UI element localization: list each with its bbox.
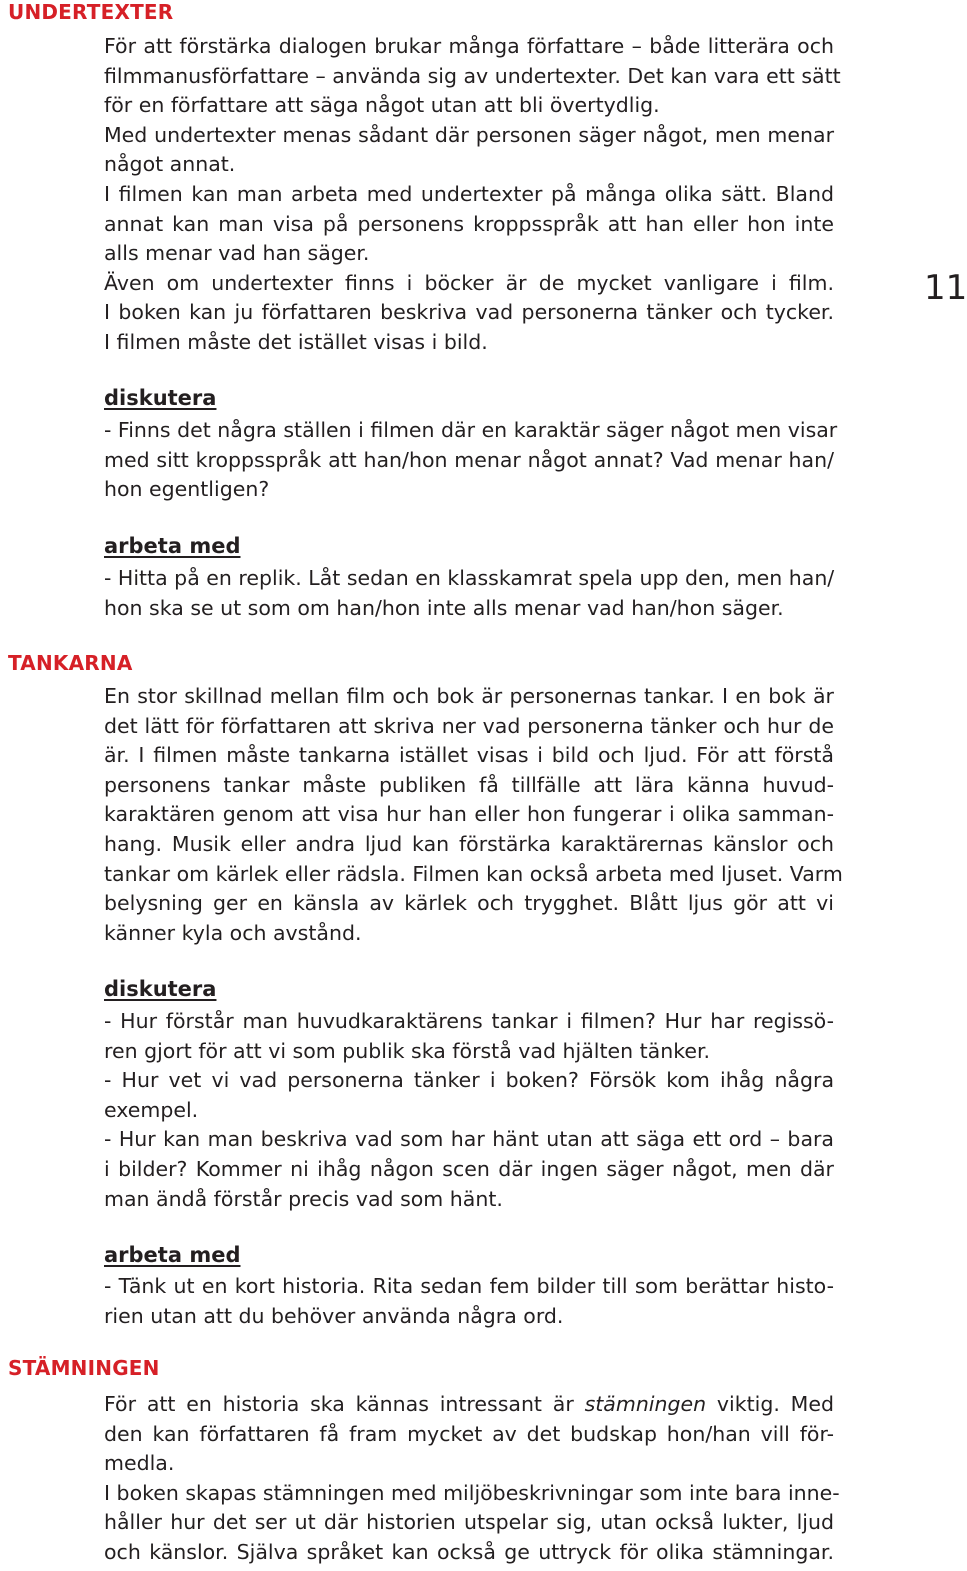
- text-line: annat kan man visa på personens kroppsspråk att han eller hon inte: [104, 211, 834, 236]
- text-line: håller hur det ser ut där historien utspelar sig, utan också lukter, ljud: [104, 1510, 834, 1535]
- text-line: I filmen kan man arbeta med undertexter på många olika sätt. Bland: [104, 181, 834, 206]
- tankarna-diskutera: [104, 1007, 834, 1214]
- text-line: tankar om kärlek eller rädsla. Filmen kan också arbeta med ljuset. Varm: [104, 861, 843, 886]
- emphasized-word: stämningen: [584, 1392, 707, 1416]
- diskutera-label: diskutera: [104, 977, 217, 1001]
- tankarna-arbeta-med: [104, 1272, 834, 1331]
- text-line: - Finns det några ställen i filmen där en karaktär säger något men visar: [104, 418, 838, 442]
- section-heading-tankarna: TANKARNA: [8, 651, 133, 675]
- text-line: I boken kan ju författaren beskriva vad personerna tänker och tycker.: [104, 300, 834, 325]
- text-fragment: För att en historia ska kännas intressant är: [104, 1392, 574, 1416]
- text-line: belysning ger en känsla av kärlek och trygghet. Blått ljus gör att vi: [104, 891, 834, 916]
- text-fragment: viktig. Med: [716, 1392, 834, 1416]
- text-line: filmmanusförfattare – använda sig av undertexter. Det kan vara ett sätt: [104, 63, 841, 88]
- tankarna-body: [104, 682, 843, 948]
- text-line: - Hur kan man beskriva vad som har hänt utan att säga ett ord – bara: [104, 1127, 834, 1152]
- text-line: personens tankar måste publiken få tillfälle att lära känna huvud-: [104, 772, 834, 797]
- text-line: i bilder? Kommer ni ihåg någon scen där ingen säger något, men där: [104, 1156, 834, 1181]
- page-number: 11: [924, 268, 967, 308]
- text-line: - Hur vet vi vad personerna tänker i boken? Försök kom ihåg några: [104, 1068, 834, 1093]
- text-line: är. I filmen måste tankarna istället visas i bild och ljud. För att förstå: [104, 743, 834, 768]
- text-line: man ändå förstår precis vad som hänt.: [104, 1186, 503, 1211]
- text-line: exempel.: [104, 1097, 199, 1122]
- undertexter-diskutera: [104, 416, 838, 505]
- text-line: I filmen måste det istället visas i bild.: [104, 329, 488, 354]
- arbeta-med-label: arbeta med: [104, 1243, 241, 1267]
- text-line: rien utan att du behöver använda några ord.: [104, 1303, 564, 1328]
- diskutera-label: diskutera: [104, 386, 217, 410]
- text-line: medla.: [104, 1451, 175, 1476]
- text-line: - Hitta på en replik. Låt sedan en klasskamrat spela upp den, men han/: [104, 566, 835, 590]
- text-line: Med undertexter menas sådant där personen säger något, men menar: [104, 122, 834, 147]
- text-line: alls menar vad han säger.: [104, 241, 370, 266]
- text-line: I boken skapas stämningen med miljöbeskrivningar som inte bara inne-: [104, 1480, 840, 1505]
- text-line: det lätt för författaren att skriva ner vad personerna tänker och hur de: [104, 713, 834, 738]
- section-heading-stamningen: STÄMNINGEN: [8, 1356, 160, 1380]
- undertexter-body: [104, 32, 841, 358]
- text-line: hon egentligen?: [104, 477, 270, 502]
- arbeta-med-label: arbeta med: [104, 534, 241, 558]
- text-line: känner kyla och avstånd.: [104, 920, 362, 945]
- text-line: [104, 1390, 834, 1420]
- text-line: En stor skillnad mellan film och bok är personernas tankar. I en bok är: [104, 684, 834, 708]
- text-line: karaktären genom att visa hur han eller hon fungerar i olika samman-: [104, 802, 834, 827]
- text-line: hang. Musik eller andra ljud kan förstärka karaktärernas känslor och: [104, 831, 834, 856]
- text-line: med sitt kroppsspråk att han/hon menar något annat? Vad menar han/: [104, 447, 834, 472]
- text-line: den kan författaren få fram mycket av det budskap hon/han vill för-: [104, 1421, 834, 1446]
- stamningen-body: [104, 1390, 840, 1568]
- undertexter-arbeta-med: [104, 564, 834, 623]
- text-line: - Tänk ut en kort historia. Rita sedan fem bilder till som berättar histo-: [104, 1274, 834, 1298]
- text-line: - Hur förstår man huvudkaraktärens tankar i filmen? Hur har regissö-: [104, 1009, 834, 1033]
- text-line: något annat.: [104, 152, 236, 177]
- section-heading-undertexter: UNDERTEXTER: [8, 0, 174, 24]
- text-line: Även om undertexter finns i böcker är de mycket vanligare i film.: [104, 270, 834, 295]
- text-line: för en författare att säga något utan att bli övertydlig.: [104, 93, 660, 118]
- text-line: hon ska se ut som om han/hon inte alls menar vad han/hon säger.: [104, 595, 784, 620]
- text-line: För att förstärka dialogen brukar många författare – både litterära och: [104, 34, 834, 58]
- text-line: och känslor. Själva språket kan också ge uttryck för olika stämningar.: [104, 1539, 834, 1564]
- text-line: ren gjort för att vi som publik ska förstå vad hjälten tänker.: [104, 1038, 711, 1063]
